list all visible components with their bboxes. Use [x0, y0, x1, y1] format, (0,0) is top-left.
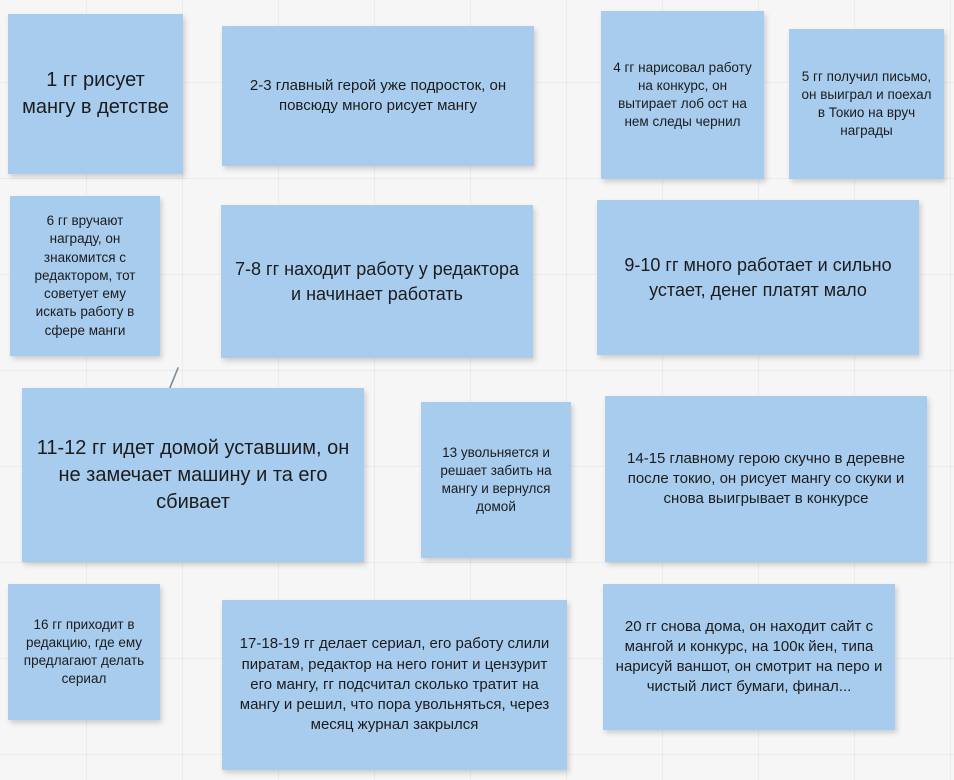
sticky-note[interactable] [10, 196, 160, 356]
sticky-note-text: 9-10 гг много работает и сильно устает, денег платят мало [624, 255, 892, 300]
sticky-note-text: 20 гг снова дома, он находит сайт с мангой и конкурс, на 100к йен, типа нарисуй ваншот, он смотрит на перо и чистый лист бумаги, финал... [615, 617, 883, 696]
sticky-note[interactable] [421, 402, 571, 558]
sticky-note[interactable] [605, 396, 927, 562]
sticky-note[interactable] [603, 584, 895, 730]
sticky-note-text: 2-3 главный герой уже подросток, он повсюду много рисует мангу [249, 76, 507, 114]
sticky-note[interactable] [22, 388, 364, 562]
sticky-note-text: 11-12 гг идет домой уставшим, он не замечает машину и та его сбивает [36, 436, 350, 513]
sticky-note[interactable] [789, 29, 944, 179]
sticky-note-text: 13 увольняется и решает забить на мангу и вернулся домой [440, 444, 552, 515]
sticky-note-text: 5 гг получил письмо, он выиграл и поехал в Токио на вруч награды [801, 68, 932, 139]
sticky-note[interactable] [8, 584, 160, 720]
sticky-note[interactable] [597, 200, 919, 355]
sticky-note-text: 7-8 гг находит работу у редактора и начинает работать [234, 259, 519, 304]
sticky-note-text: 1 гг рисует мангу в детстве [22, 69, 169, 118]
sticky-note-text: 6 гг вручают награду, он знакомится с редактором, тот советует ему искать работу в сфере манги [34, 213, 136, 338]
sticky-note[interactable] [222, 26, 534, 166]
sticky-note[interactable] [222, 600, 567, 770]
sticky-note-text: 16 гг приходит в редакцию, где ему предлагают делать сериал [23, 616, 145, 687]
sticky-note[interactable] [601, 11, 764, 179]
sticky-note-text: 17-18-19 гг делает сериал, его работу слили пиратам, редактор на него гонит и цензурит его мангу, гг подсчитал сколько тратит на мангу и решил, что пора увольняться, через месяц журнал закрылся [239, 635, 550, 734]
sticky-note[interactable] [8, 14, 183, 174]
sticky-note-text: 4 гг нарисовал работу на конкурс, он вытирает лоб ост на нем следы чернил [613, 59, 752, 130]
sticky-note-text: 14-15 главному герою скучно в деревне после токио, он рисует мангу со скуки и снова выигрывает в конкурсе [627, 449, 905, 508]
sticky-note[interactable] [221, 205, 533, 358]
